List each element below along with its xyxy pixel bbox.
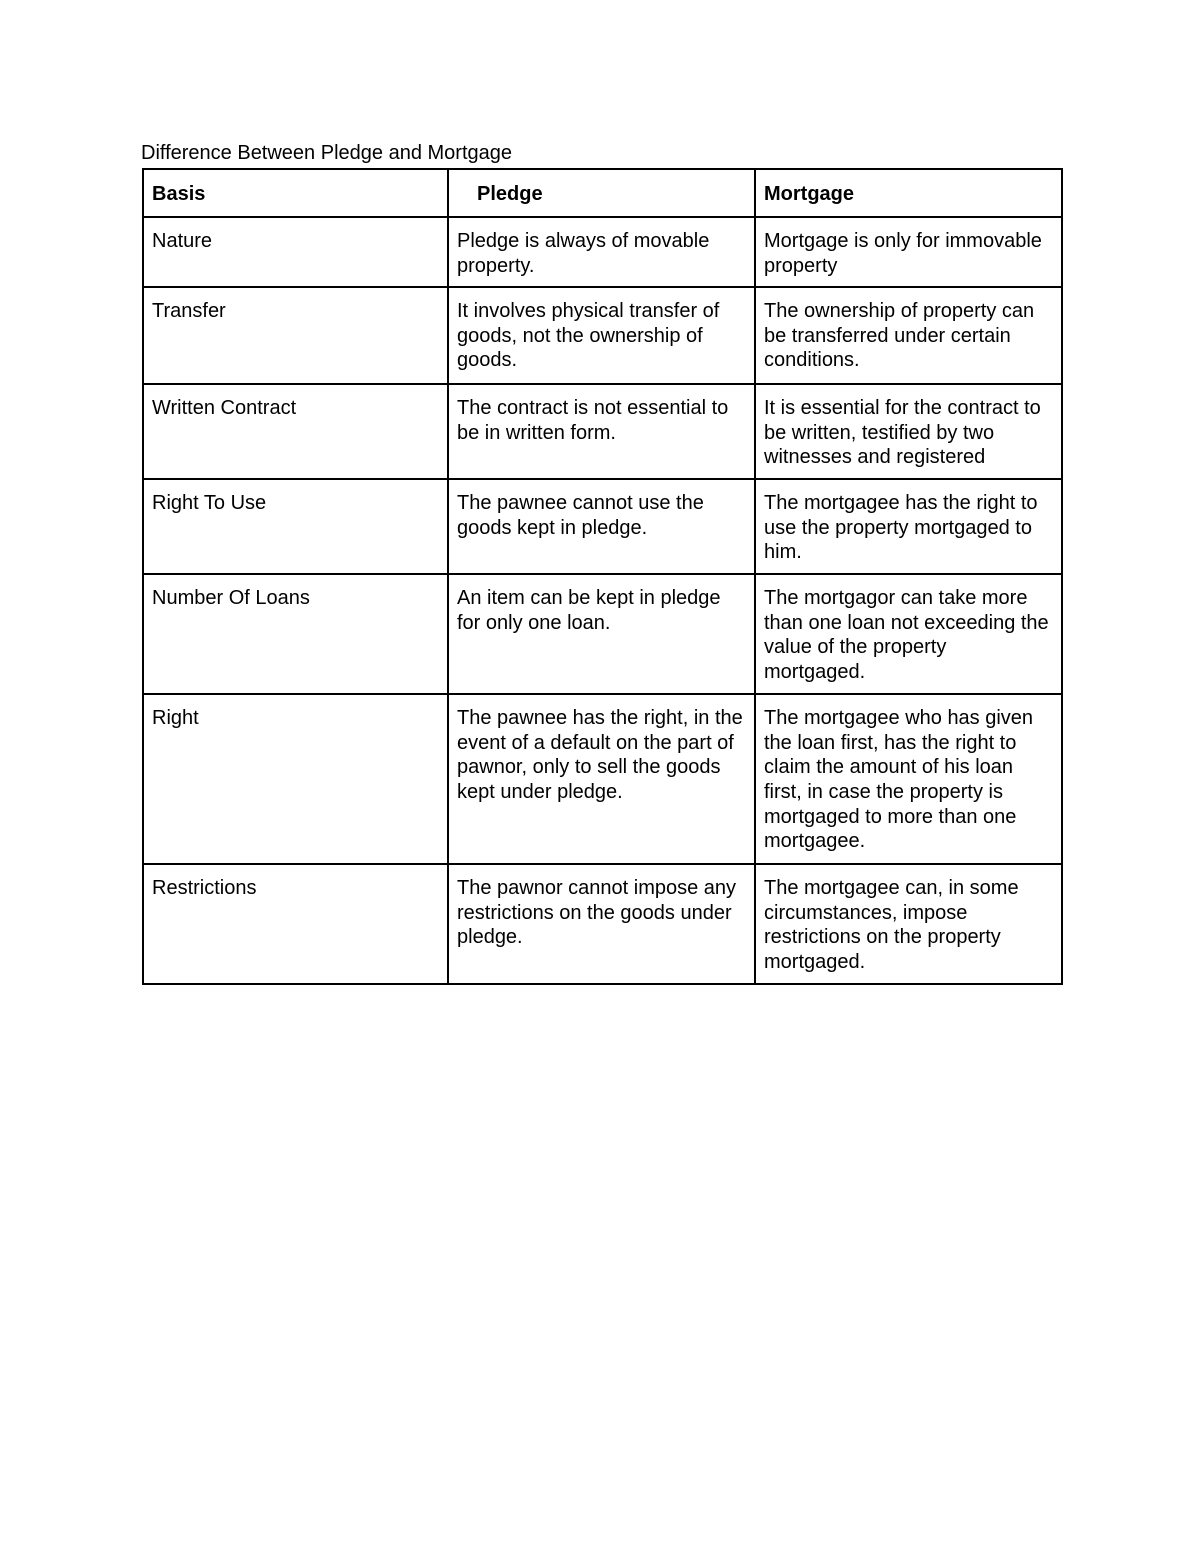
table-row (143, 864, 1062, 984)
table-row (143, 479, 1062, 574)
table-header-row (143, 169, 1062, 217)
mortgage-cell: Mortgage is only for immovable property (755, 217, 1062, 287)
basis-cell: Transfer (143, 287, 448, 384)
table-row (143, 574, 1062, 694)
basis-cell: Right To Use (143, 479, 448, 574)
mortgage-cell: The mortgagee has the right to use the property mortgaged to him. (755, 479, 1062, 574)
table-row (143, 384, 1062, 479)
pledge-cell: The pawnee has the right, in the event of a default on the part of pawnor, only to sell the goods kept under pledge. (448, 694, 755, 864)
comparison-table (142, 168, 1063, 985)
header-basis: Basis (143, 169, 448, 217)
pledge-cell: It involves physical transfer of goods, not the ownership of goods. (448, 287, 755, 384)
pledge-cell: The contract is not essential to be in written form. (448, 384, 755, 479)
header-mortgage: Mortgage (755, 169, 1062, 217)
basis-cell: Nature (143, 217, 448, 287)
basis-cell: Written Contract (143, 384, 448, 479)
table-row (143, 694, 1062, 864)
pledge-cell: Pledge is always of movable property. (448, 217, 755, 287)
table-row (143, 217, 1062, 287)
mortgage-cell: It is essential for the contract to be written, testified by two witnesses and registered (755, 384, 1062, 479)
pledge-cell: The pawnor cannot impose any restrictions on the goods under pledge. (448, 864, 755, 984)
mortgage-cell: The mortgagee who has given the loan first, has the right to claim the amount of his loan first, in case the property is mortgaged to more than one mortgagee. (755, 694, 1062, 864)
table-row (143, 287, 1062, 384)
pledge-cell: The pawnee cannot use the goods kept in pledge. (448, 479, 755, 574)
pledge-cell: An item can be kept in pledge for only one loan. (448, 574, 755, 694)
page-title: Difference Between Pledge and Mortgage (141, 142, 512, 164)
basis-cell: Right (143, 694, 448, 864)
mortgage-cell: The ownership of property can be transferred under certain conditions. (755, 287, 1062, 384)
mortgage-cell: The mortgagor can take more than one loan not exceeding the value of the property mortgaged. (755, 574, 1062, 694)
mortgage-cell: The mortgagee can, in some circumstances, impose restrictions on the property mortgaged. (755, 864, 1062, 984)
basis-cell: Restrictions (143, 864, 448, 984)
header-pledge: Pledge (448, 169, 755, 217)
basis-cell: Number Of Loans (143, 574, 448, 694)
